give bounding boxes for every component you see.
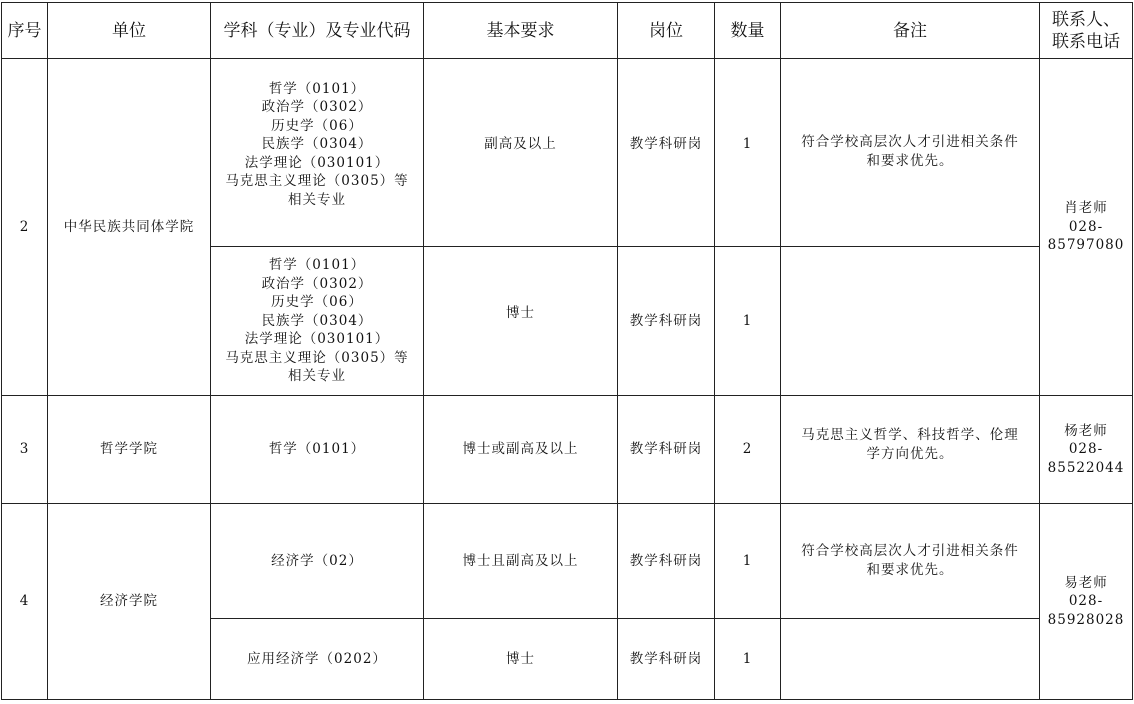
remark-cell — [781, 247, 1040, 396]
major-cell: 哲学（0101） 政治学（0302） 历史学（06） 民族学（0304） 法学理论（030101） 马克思主义理论（0305）等 相关专业 — [211, 247, 424, 396]
unit-cell: 中华民族共同体学院 — [48, 59, 211, 396]
seq-cell: 4 — [2, 504, 48, 700]
seq-cell: 2 — [2, 59, 48, 396]
header-row — [2, 3, 1133, 59]
contact-cell: 杨老师 028-85522044 — [1040, 396, 1133, 504]
table-row — [2, 396, 1133, 504]
major-cell — [211, 59, 424, 247]
header-major: 学科（专业）及专业代码 — [211, 3, 424, 59]
requirement-cell: 博士或副高及以上 — [424, 396, 618, 504]
count-cell: 1 — [715, 619, 781, 700]
major-cell: 应用经济学（0202） — [211, 619, 424, 700]
requirement-text: 副高及以上 — [484, 136, 557, 153]
count-text: 1 — [742, 136, 753, 153]
header-count: 数量 — [715, 3, 781, 59]
header-requirement: 基本要求 — [424, 3, 618, 59]
requirement-text: 博士 — [506, 304, 535, 321]
requirement-cell — [424, 247, 618, 396]
table-row — [2, 59, 1133, 247]
header-unit: 单位 — [48, 3, 211, 59]
major-cell: 经济学（02） — [211, 504, 424, 619]
position-cell: 教学科研岗 — [618, 247, 715, 396]
remark-cell: 符合学校高层次人才引进相关条件 和要求优先。 — [781, 59, 1040, 247]
count-cell: 1 — [715, 504, 781, 619]
recruitment-table — [1, 2, 1133, 700]
seq-cell: 3 — [2, 396, 48, 504]
unit-cell: 经济学院 — [48, 504, 211, 700]
requirement-cell: 博士 — [424, 619, 618, 700]
count-cell: 1 — [715, 247, 781, 396]
table-row — [2, 504, 1133, 619]
count-cell: 2 — [715, 396, 781, 504]
remark-cell — [781, 619, 1040, 700]
unit-cell: 哲学学院 — [48, 396, 211, 504]
requirement-cell: 博士且副高及以上 — [424, 504, 618, 619]
position-cell — [618, 59, 715, 247]
position-text: 教学科研岗 — [629, 136, 703, 153]
remark-cell: 马克思主义哲学、科技哲学、伦理 学方向优先。 — [781, 396, 1040, 504]
position-cell: 教学科研岗 — [618, 396, 715, 504]
header-contact: 联系人、 联系电话 — [1040, 3, 1133, 59]
header-seq: 序号 — [2, 3, 48, 59]
contact-cell: 肖老师 028-85797080 — [1040, 59, 1133, 396]
contact-cell: 易老师 028-85928028 — [1040, 504, 1133, 700]
requirement-cell — [424, 59, 618, 247]
major-cell: 哲学（0101） — [211, 396, 424, 504]
remark-cell: 符合学校高层次人才引进相关条件 和要求优先。 — [781, 504, 1040, 619]
header-position: 岗位 — [618, 3, 715, 59]
position-cell: 教学科研岗 — [618, 504, 715, 619]
position-cell: 教学科研岗 — [618, 619, 715, 700]
count-cell — [715, 59, 781, 247]
header-remark: 备注 — [781, 3, 1040, 59]
major-text: 哲学（0101） 政治学（0302） 历史学（06） 民族学（0304） 法学理论（030101） 马克思主义理论（0305）等 相关专业 — [225, 80, 409, 208]
